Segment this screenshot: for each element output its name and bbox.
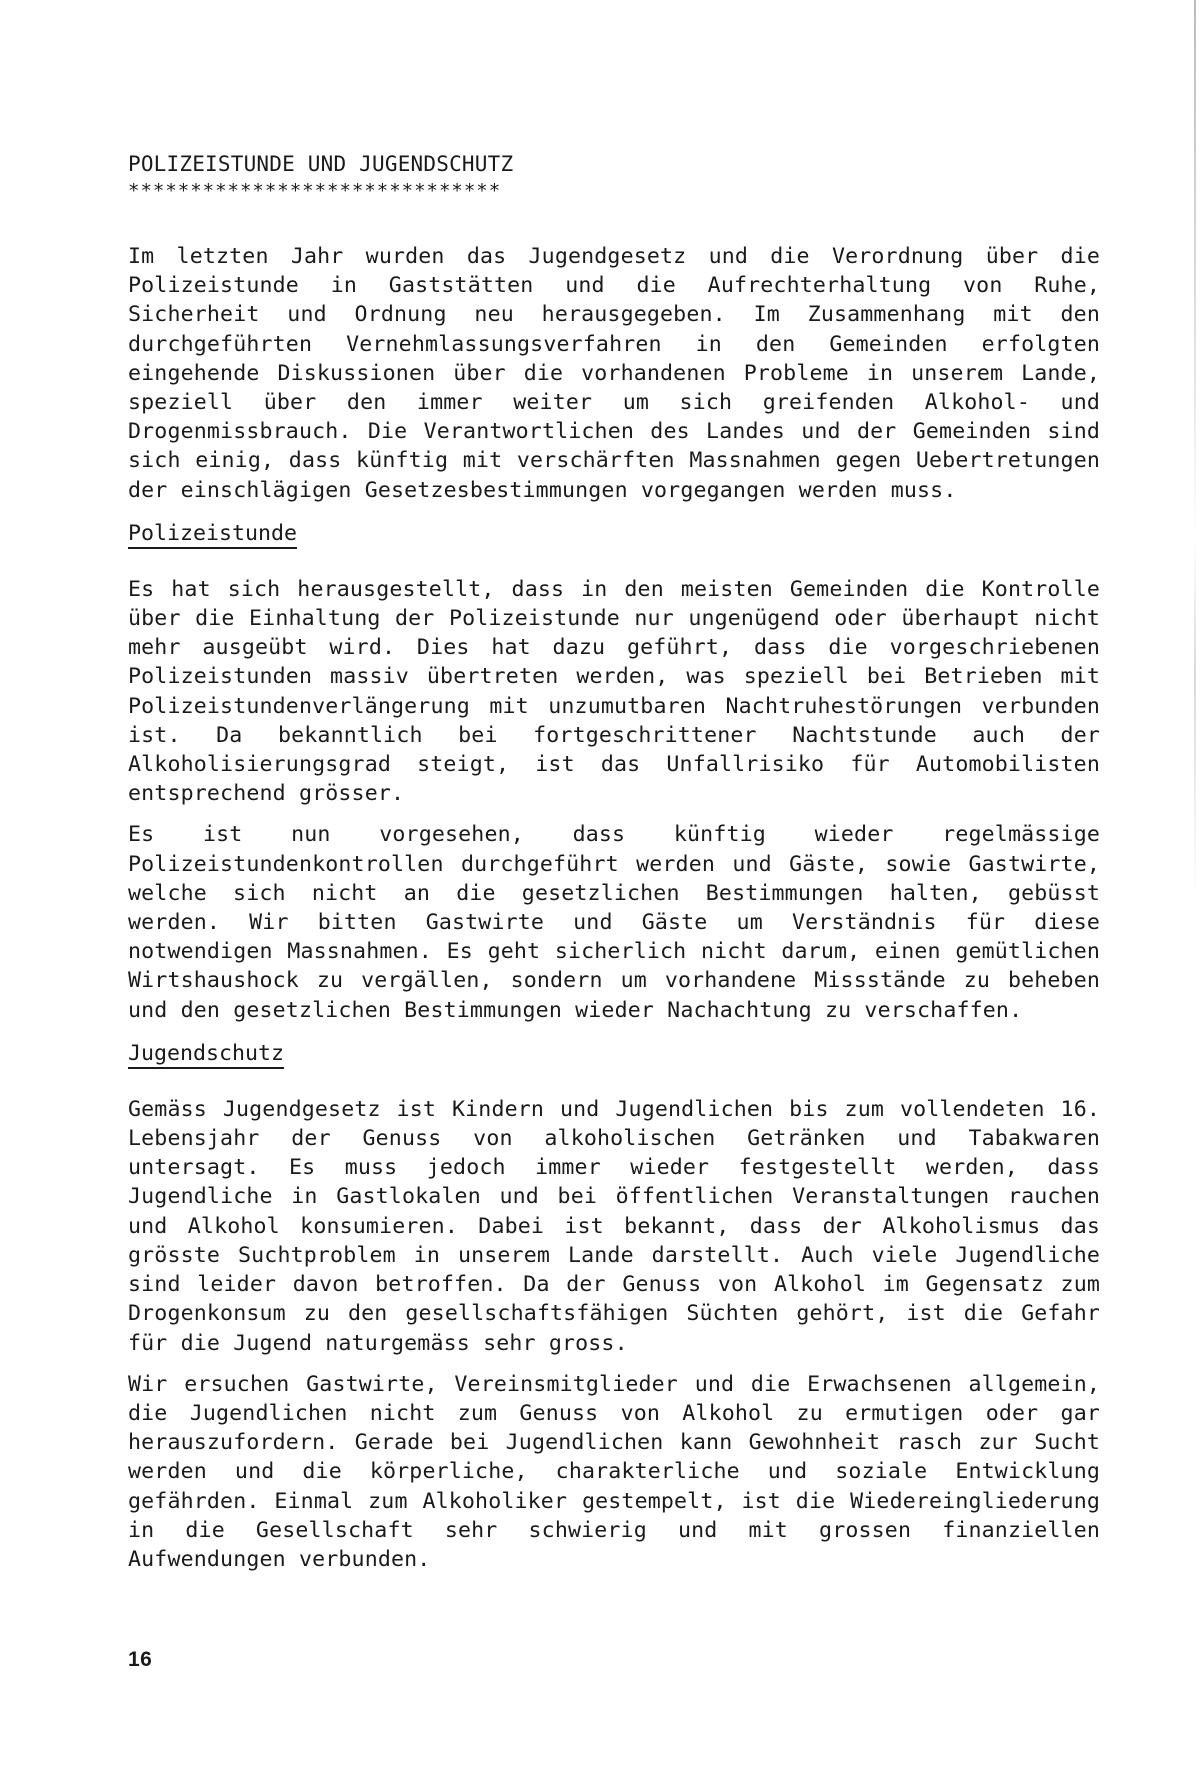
polizeistunde-paragraph-2: Es ist nun vorgesehen, dass künftig wieder regelmässige Polizeistundenkontrollen durchgeführt werden und Gäste, sowie Gastwirte, welche sich nicht an die gesetzlichen Bestimmungen halten, gebüsst werden. Wir bitten Gastwirte und Gäste um Verständnis für diese notwendigen Massnahmen. Es geht sicherlich nicht darum, einen gemütlichen Wirtshaushock zu vergällen, sondern um vorhandene Missstände zu beheben und den gesetzlichen Bestimmungen wieder Nachachtung zu verschaffen. [128, 822, 1100, 1023]
page-number: 16 [128, 1648, 153, 1671]
jugendschutz-paragraph-1: Gemäss Jugendgesetz ist Kindern und Jugendlichen bis zum vollendeten 16. Lebensjahr der Genuss von alkoholischen Getränken und Tabakwaren untersagt. Es muss jedoch immer wieder festgestellt werden, dass Jugendliche in Gastlokalen und bei öffentlichen Veranstaltungen rauchen und Alkohol konsumieren. Dabei ist bekannt, dass der Alkoholismus das grösste Suchtproblem in unserem Lande darstellt. Auch viele Jugendliche sind leider davon betroffen. Da der Genuss von Alkohol im Gegensatz zum Drogenkonsum zu den gesellschaftsfähigen Süchten gehört, ist die Gefahr für die Jugend naturgemäss sehr gross. [128, 1096, 1100, 1356]
section-heading-jugendschutz [128, 1039, 1100, 1069]
polizeistunde-paragraph-1: Es hat sich herausgestellt, dass in den meisten Gemeinden die Kontrolle über die Einhaltung der Polizeistunde nur ungenügend oder überhaupt nicht mehr ausgeübt wird. Dies hat dazu geführt, dass die vorgeschriebenen Polizeistunden massiv übertreten werden, was speziell bei Betrieben mit Polizeistundenverlängerung mit unzumutbaren Nachtruhestörungen verbunden ist. Da bekanntlich bei fortgeschrittener Nachtstunde auch der Alkoholisierungsgrad steigt, ist das Unfallrisiko für Automobilisten entsprechend grösser. [128, 576, 1100, 807]
scan-edge-mark [1194, 0, 1196, 900]
title-underline-stars: ****************************** [128, 180, 502, 202]
section-heading-polizeistunde [128, 519, 1100, 549]
page-title: POLIZEISTUNDE UND JUGENDSCHUTZ [128, 152, 514, 176]
document-page [128, 150, 1100, 1574]
section-heading-label: Polizeistunde [128, 521, 297, 549]
intro-paragraph: Im letzten Jahr wurden das Jugendgesetz und die Verordnung über die Polizeistunde in Gaststätten und die Aufrechterhaltung von Ruhe, Sicherheit und Ordnung neu herausgegeben. Im Zusammenhang mit den durchgeführten Vernehmlassungsverfahren in den Gemeinden erfolgten eingehende Diskussionen über die vorhandenen Probleme in unserem Lande, speziell über den immer weiter um sich greifenden Alkohol- und Drogenmissbrauch. Die Verantwortlichen des Landes und der Gemeinden sind sich einig, dass künftig mit verschärften Massnahmen gegen Uebertretungen der einschlägigen Gesetzesbestimmungen vorgegangen werden muss. [128, 244, 1100, 503]
jugendschutz-paragraph-2: Wir ersuchen Gastwirte, Vereinsmitglieder und die Erwachsenen allgemein, die Jugendlichen nicht zum Genuss von Alkohol zu ermutigen oder gar herauszufordern. Gerade bei Jugendlichen kann Gewohnheit rasch zur Sucht werden und die körperliche, charakterliche und soziale Entwicklung gefährden. Einmal zum Alkoholiker gestempelt, ist die Wiedereingliederung in die Gesellschaft sehr schwierig und mit grossen finanziellen Aufwendungen verbunden. [128, 1371, 1100, 1572]
section-heading-label: Jugendschutz [128, 1041, 284, 1069]
